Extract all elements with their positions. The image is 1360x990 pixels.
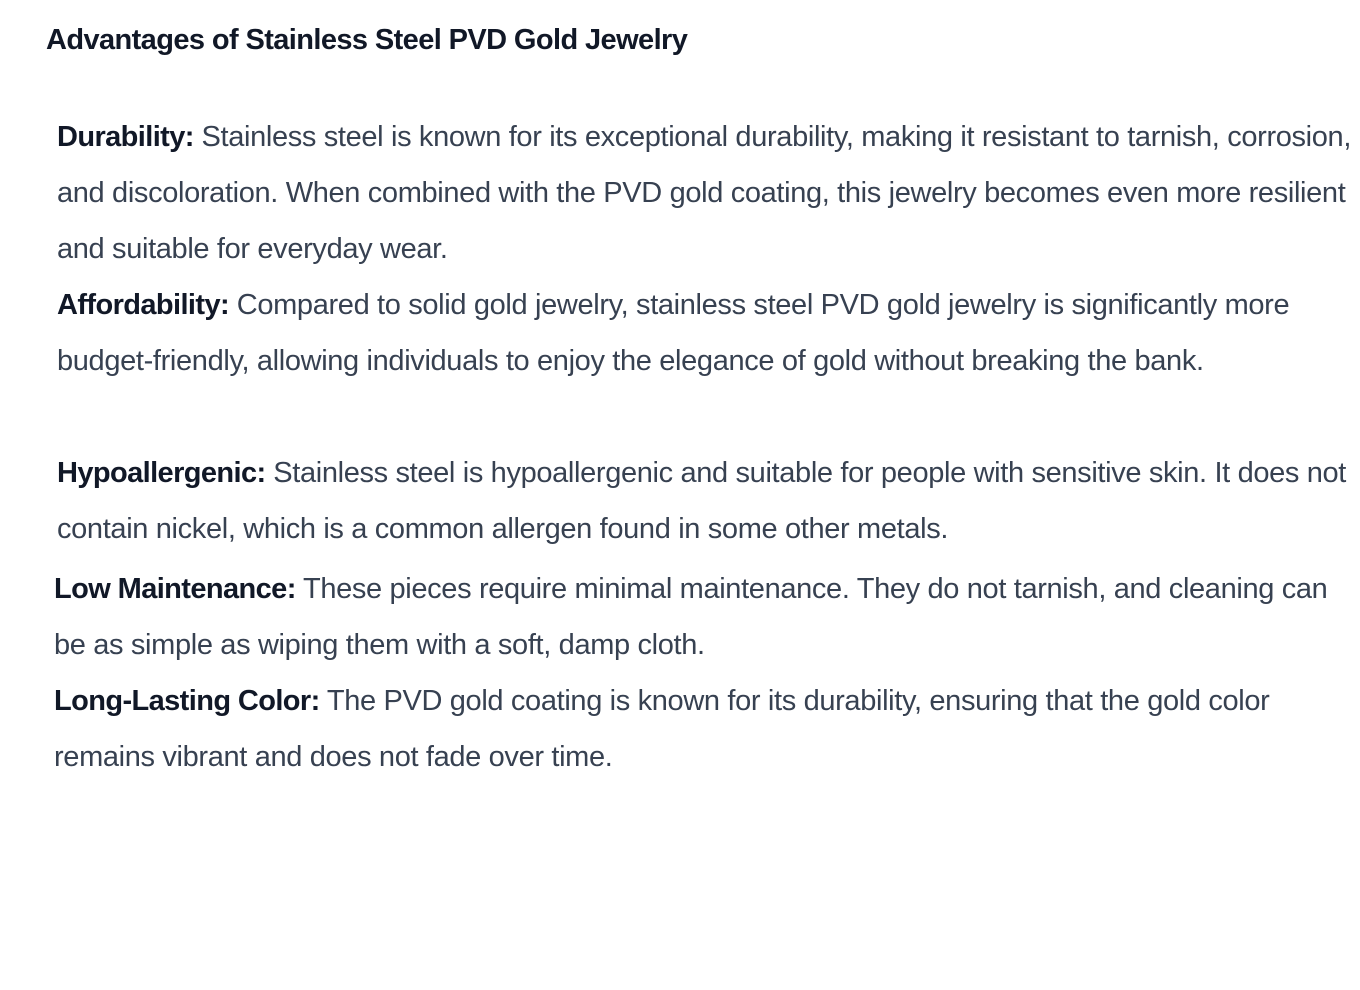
advantage-durability <box>57 109 1357 277</box>
advantage-term: Affordability: <box>57 289 230 321</box>
advantage-long-lasting-color <box>54 673 1354 785</box>
advantage-description: The PVD gold coating is known for its durability, ensuring that the gold color remains vibrant and does not fade over time. <box>54 685 1270 773</box>
advantage-term: Long-Lasting Color: <box>54 685 320 717</box>
advantage-description: Stainless steel is hypoallergenic and suitable for people with sensitive skin. It does not contain nickel, which is a common allergen found in some other metals. <box>57 457 1347 545</box>
advantage-term: Durability: <box>57 121 194 153</box>
advantage-description: These pieces require minimal maintenance. They do not tarnish, and cleaning can be as simple as wiping them with a soft, damp cloth. <box>54 573 1328 661</box>
page-title: Advantages of Stainless Steel PVD Gold Jewelry <box>46 24 688 56</box>
advantage-term: Low Maintenance: <box>54 573 296 605</box>
advantage-low-maintenance <box>54 561 1354 673</box>
advantage-description: Stainless steel is known for its exceptional durability, making it resistant to tarnish, corrosion, and discoloration. When combined with the PVD gold coating, this jewelry becomes even more resilient and suitable for everyday wear. <box>57 121 1352 265</box>
advantage-description: Compared to solid gold jewelry, stainless steel PVD gold jewelry is significantly more budget-friendly, allowing individuals to enjoy the elegance of gold without breaking the bank. <box>57 289 1290 377</box>
advantage-term: Hypoallergenic: <box>57 457 266 489</box>
advantage-hypoallergenic <box>57 445 1357 557</box>
advantage-affordability <box>57 277 1357 389</box>
